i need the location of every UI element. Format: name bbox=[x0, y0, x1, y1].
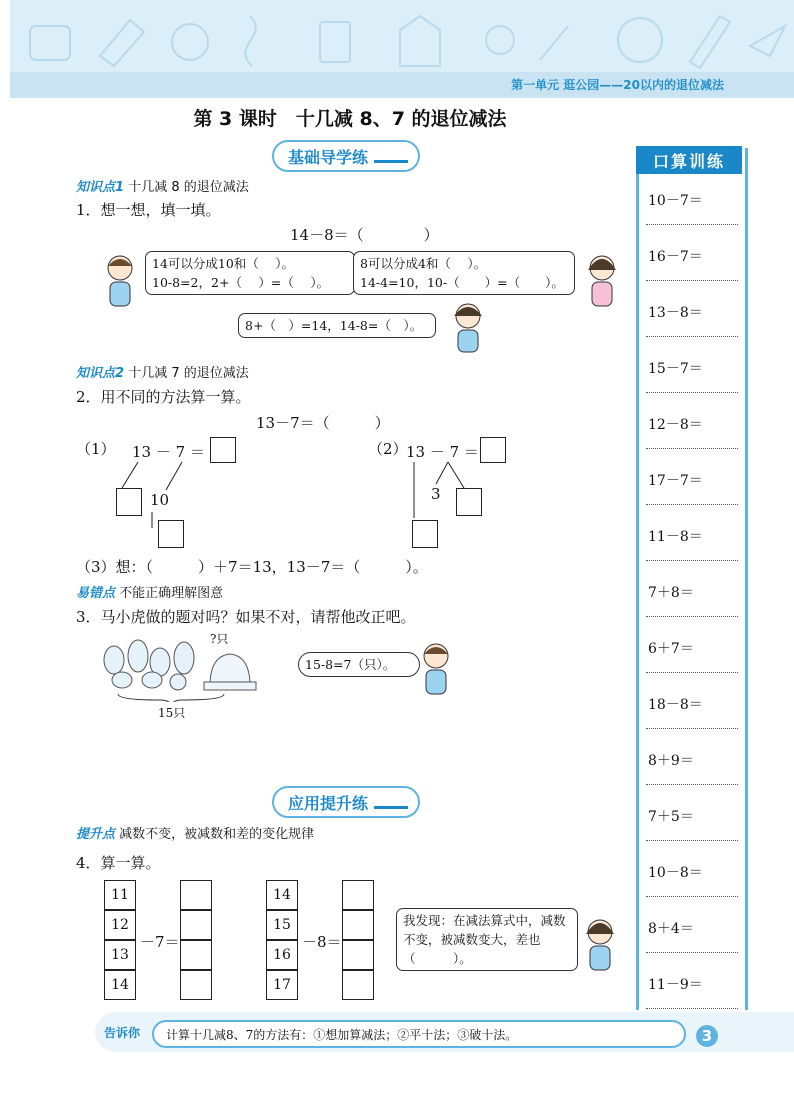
minuend-cell: 17 bbox=[266, 970, 298, 1000]
drill-item: 7＋8＝ bbox=[648, 585, 694, 601]
banner-doodles bbox=[20, 6, 580, 72]
minuend-cell: 16 bbox=[266, 940, 298, 970]
answer-box[interactable] bbox=[158, 520, 184, 548]
bubble-right-line2: 14-4=10，10-（ ）=（ ）。 bbox=[360, 275, 564, 290]
drill-item: 16－7＝ bbox=[648, 249, 703, 265]
drill-item: 8＋9＝ bbox=[648, 753, 694, 769]
q2-part2-expr: 13 － 7 ＝ bbox=[406, 443, 479, 461]
ducks-illustration bbox=[100, 632, 260, 702]
answer-box[interactable] bbox=[456, 488, 482, 516]
speech-bubble-bottom: 8+（ ）=14，14-8=（ ）。 bbox=[238, 313, 436, 338]
q2-part1-expr: 13 － 7 ＝ bbox=[132, 443, 205, 461]
question-1-equation: 14－8＝（ ） bbox=[290, 226, 439, 244]
answer-cell[interactable] bbox=[180, 940, 212, 970]
drill-answer-line[interactable] bbox=[646, 504, 738, 505]
knowledge-point-1 bbox=[76, 176, 249, 195]
q2-part1-split: 10 bbox=[150, 491, 170, 509]
girl-icon bbox=[582, 252, 622, 310]
drill-item: 11－9＝ bbox=[648, 977, 703, 993]
girl-icon-discovery bbox=[580, 916, 620, 974]
q2-part1-label: （1） bbox=[76, 440, 116, 458]
drill-answer-line[interactable] bbox=[646, 224, 738, 225]
oral-calculation-title: 口算训练 bbox=[636, 146, 742, 174]
drill-answer-line[interactable] bbox=[646, 336, 738, 337]
answer-cell[interactable] bbox=[180, 970, 212, 1000]
minuend-cell: 14 bbox=[266, 880, 298, 910]
section-title-basic bbox=[272, 140, 420, 172]
girl-icon-small bbox=[448, 300, 488, 356]
question-3-prompt: 3．马小虎做的题对吗？如果不对，请帮他改正吧。 bbox=[76, 608, 416, 626]
drill-answer-line[interactable] bbox=[646, 616, 738, 617]
minuend-cell: 11 bbox=[104, 880, 136, 910]
answer-cell[interactable] bbox=[342, 970, 374, 1000]
drill-answer-line[interactable] bbox=[646, 392, 738, 393]
answer-box[interactable] bbox=[210, 437, 236, 463]
drill-item: 6＋7＝ bbox=[648, 641, 694, 657]
improvement-point bbox=[76, 823, 314, 842]
mistake-point-tag: 易错点 bbox=[76, 586, 116, 601]
drill-item: 10－8＝ bbox=[648, 865, 703, 881]
q4-answer-column-1 bbox=[180, 880, 212, 1000]
knowledge-point-text: 十几减 8 的退位减法 bbox=[128, 180, 249, 195]
drill-item: 7＋5＝ bbox=[648, 809, 694, 825]
minuend-cell: 14 bbox=[104, 970, 136, 1000]
answer-box[interactable] bbox=[116, 488, 142, 516]
unit-label: 第一单元 逛公园——20以内的退位减法 bbox=[511, 78, 724, 92]
drill-item: 8＋4＝ bbox=[648, 921, 694, 937]
lesson-title: 第 3 课时 十几减 8、7 的退位减法 bbox=[193, 108, 507, 130]
mistake-point-text: 不能正确理解图意 bbox=[119, 586, 224, 601]
answer-box[interactable] bbox=[412, 520, 438, 548]
section-title-text: 基础导学练 bbox=[288, 147, 369, 167]
q2-part2-label: （2） bbox=[368, 440, 408, 458]
unknown-count-label: ?只 bbox=[210, 632, 229, 646]
q4-column-1 bbox=[104, 880, 136, 1000]
answer-cell[interactable] bbox=[180, 880, 212, 910]
question-2-equation: 13－7＝（ ） bbox=[256, 414, 390, 432]
improvement-point-tag: 提升点 bbox=[76, 827, 116, 842]
q4-operator-1: －7＝ bbox=[140, 933, 180, 951]
boy-icon bbox=[100, 252, 140, 310]
drill-answer-line[interactable] bbox=[646, 952, 738, 953]
drill-answer-line[interactable] bbox=[646, 280, 738, 281]
minuend-cell: 12 bbox=[104, 910, 136, 940]
drill-answer-line[interactable] bbox=[646, 448, 738, 449]
question-2-prompt: 2．用不同的方法算一算。 bbox=[76, 388, 251, 406]
drill-answer-line[interactable] bbox=[646, 672, 738, 673]
bubble-left-line2: 10-8=2，2+（ ）=（ ）。 bbox=[152, 275, 330, 290]
question-4-prompt: 4．算一算。 bbox=[76, 854, 161, 872]
page-number: 3 bbox=[696, 1025, 718, 1047]
answer-cell[interactable] bbox=[180, 910, 212, 940]
drill-answer-line[interactable] bbox=[646, 1008, 738, 1009]
q4-answer-column-2 bbox=[342, 880, 374, 1000]
minuend-cell: 15 bbox=[266, 910, 298, 940]
section-title-application bbox=[272, 786, 420, 818]
bubble-right-line1: 8可以分成4和（ ）。 bbox=[360, 256, 487, 271]
knowledge-point-text: 十几减 7 的退位减法 bbox=[128, 366, 249, 381]
q2-part3: （3）想：（ ）＋7＝13，13－7＝（ ）。 bbox=[76, 558, 428, 576]
drill-answer-line[interactable] bbox=[646, 560, 738, 561]
drill-item: 12－8＝ bbox=[648, 417, 703, 433]
underline-decor bbox=[374, 160, 408, 163]
drill-answer-line[interactable] bbox=[646, 896, 738, 897]
answer-cell[interactable] bbox=[342, 880, 374, 910]
q2-part2-split: 3 bbox=[431, 485, 441, 503]
drill-answer-line[interactable] bbox=[646, 840, 738, 841]
tell-you-label: 告诉你 bbox=[104, 1026, 141, 1040]
speech-bubble-right bbox=[353, 251, 575, 295]
speech-bubble-q3: 15-8=7（只）。 bbox=[298, 652, 420, 677]
section-title-text: 应用提升练 bbox=[288, 793, 369, 813]
banner-doodles-right bbox=[600, 6, 790, 72]
drill-item: 15－7＝ bbox=[648, 361, 703, 377]
q4-column-2 bbox=[266, 880, 298, 1000]
knowledge-point-tag: 知识点1 bbox=[76, 180, 125, 195]
improvement-point-text: 减数不变，被减数和差的变化规律 bbox=[119, 827, 315, 842]
answer-cell[interactable] bbox=[342, 940, 374, 970]
underline-decor bbox=[374, 806, 408, 809]
knowledge-point-2 bbox=[76, 362, 249, 381]
bubble-left-line1: 14可以分成10和（ ）。 bbox=[152, 256, 295, 271]
boy-icon-tiger bbox=[416, 640, 456, 698]
speech-bubble-discovery: 我发现：在减法算式中，减数不变，被减数变大，差也（ ）。 bbox=[396, 908, 578, 971]
question-1-prompt: 1．想一想，填一填。 bbox=[76, 201, 221, 219]
answer-cell[interactable] bbox=[342, 910, 374, 940]
answer-box[interactable] bbox=[480, 437, 506, 463]
drill-item: 11－8＝ bbox=[648, 529, 703, 545]
q4-operator-2: －8＝ bbox=[302, 933, 342, 951]
method-tip: 计算十几减8、7的方法有：①想加算减法；②平十法；③破十法。 bbox=[152, 1020, 686, 1048]
drill-answer-line[interactable] bbox=[646, 784, 738, 785]
minuend-cell: 13 bbox=[104, 940, 136, 970]
drill-item: 10－7＝ bbox=[648, 193, 703, 209]
drill-answer-line[interactable] bbox=[646, 728, 738, 729]
drill-item: 17－7＝ bbox=[648, 473, 703, 489]
drill-item: 13－8＝ bbox=[648, 305, 703, 321]
drill-item: 18－8＝ bbox=[648, 697, 703, 713]
knowledge-point-tag: 知识点2 bbox=[76, 366, 125, 381]
mistake-point bbox=[76, 582, 223, 601]
speech-bubble-left bbox=[145, 251, 355, 295]
total-count-label: 15只 bbox=[158, 706, 186, 720]
